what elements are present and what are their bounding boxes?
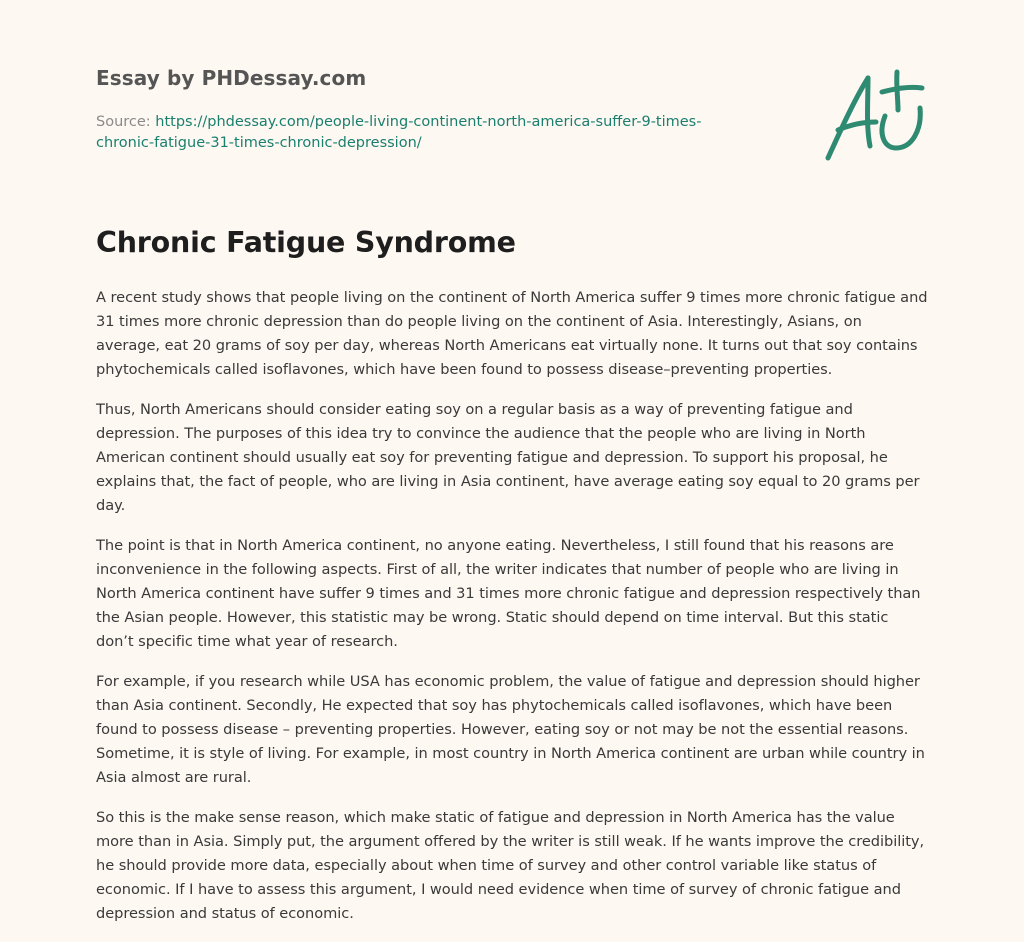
site-brand: Essay by PHDessay.com — [96, 66, 367, 90]
essay-body — [96, 286, 928, 942]
essay-paragraph: The point is that in North America continent, no anyone eating. Nevertheless, I still found that his reasons are inconvenience in the following aspects. First of all, the writer indicates that number of people who are living in North America continent have suffer 9 times and 31 times more chronic fatigue and depression respectively than the Asian people. However, this statistic may be wrong. Static should depend on time interval. But this static don’t specific time what year of research. — [96, 537, 921, 650]
essay-paragraph: For example, if you research while USA has economic problem, the value of fatigue and depression should higher than Asia continent. Secondly, He expected that soy has phytochemicals called isoflavones, which have been found to possess disease – preventing properties. However, eating soy or not may be not the essential reasons. Sometime, it is style of living. For example, in most country in North America continent are urban while country in Asia almost are rural. — [96, 673, 925, 786]
a-plus-grade-icon — [824, 68, 928, 166]
essay-paragraph: A recent study shows that people living on the continent of North America suffer 9 times more chronic fatigue and 31 times more chronic depression than do people living on the continent of Asia. Interestingly, Asians, on average, eat 20 grams of soy per day, whereas North Americans eat virtually none. It turns out that soy contains phytochemicals called isoflavones, which have been found to possess disease–preventing properties. — [96, 289, 928, 378]
source-label: Source: — [96, 114, 156, 130]
essay-title: Chronic Fatigue Syndrome — [96, 226, 516, 259]
source-link[interactable]: https://phdessay.com/people-living-continent-north-america-suffer-9-times-chronic-fatigue-31-times-chronic-depression/ — [96, 114, 702, 151]
essay-paragraph: Thus, North Americans should consider eating soy on a regular basis as a way of preventing fatigue and depression. The purposes of this idea try to convince the audience that the people who are living in North American continent should usually eat soy for preventing fatigue and depression. To support his proposal, he explains that, the fact of people, who are living in Asia continent, have average eating soy equal to 20 grams per day. — [96, 401, 920, 514]
essay-paragraph: So this is the make sense reason, which make static of fatigue and depression in North America has the value more than in Asia. Simply put, the argument offered by the writer is still weak. If he wants improve the credibility, he should provide more data, especially about when time of survey and other control variable like status of economic. If I have to assess this argument, I would need evidence when time of survey of chronic fatigue and depression and status of economic. — [96, 809, 925, 922]
source-line — [96, 112, 736, 154]
